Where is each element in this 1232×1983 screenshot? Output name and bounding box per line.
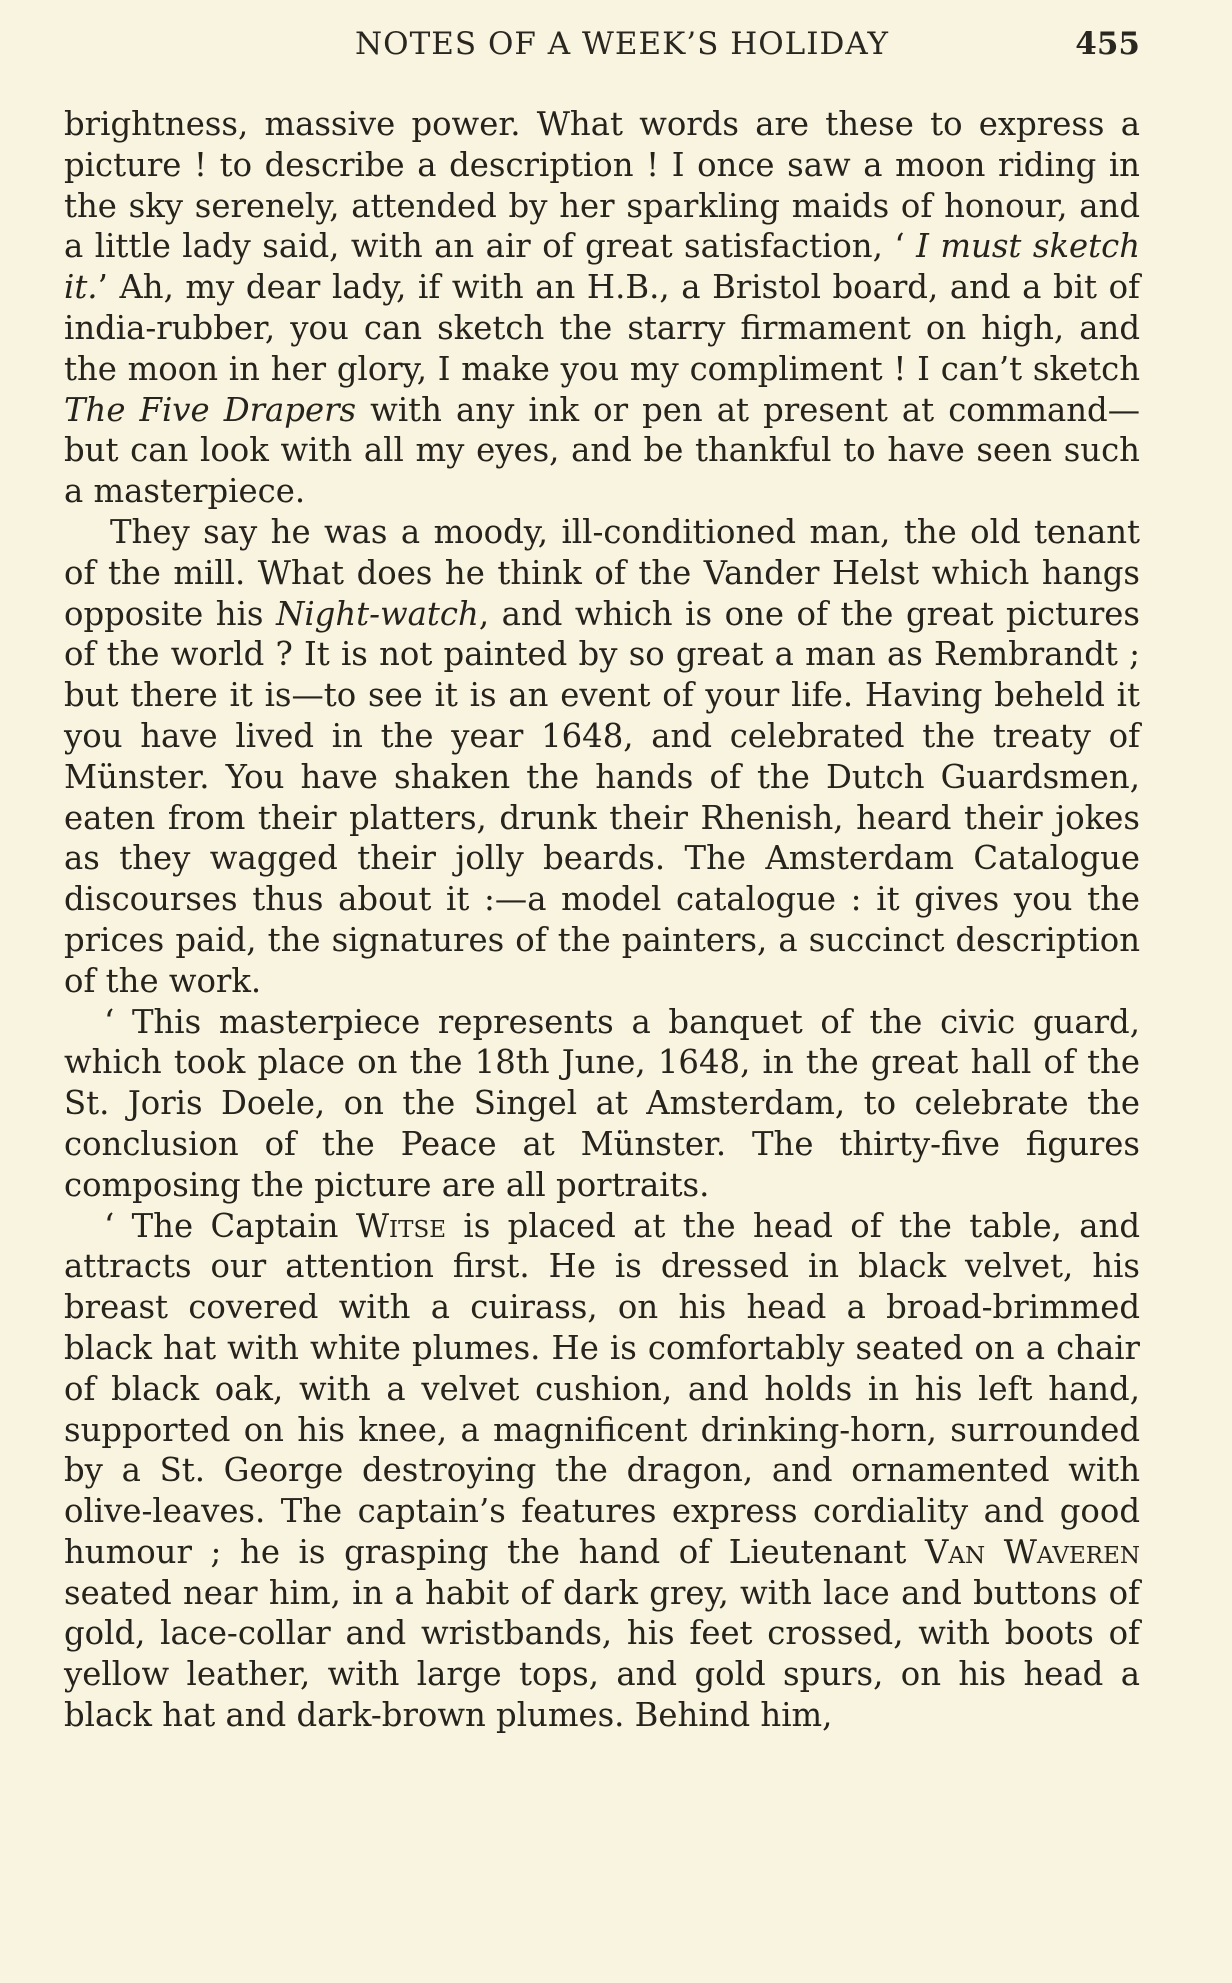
paragraph-4: [64, 1206, 1140, 1736]
page-number: 455: [1075, 26, 1140, 62]
paragraph-1-text-a: brightness, massive power. What words are these to express a picture ! to describe a description ! I once saw a moon riding in the sky serenely, attended by her sparkling maids of honour, and a little lady said, with an air of great satisfaction, ‘: [64, 105, 1140, 266]
running-title: NOTES OF A WEEK’S HOLIDAY: [355, 26, 889, 62]
paragraph-1-text-c: ’ Ah, my dear lady, if with an H.B., a Bristol board, and a bit of india-rubber, you can sketch the starry firmament on high, and the moon in her glory, I make you my compliment ! I can’t sketch: [64, 268, 1140, 388]
paragraph-1-text-e: with any ink or pen at present at command—but can look with all my eyes, and be thankful to have seen such a masterpiece.: [64, 390, 1141, 511]
paragraph-4-smallcaps-van-waveren: Van Waveren: [925, 1532, 1140, 1571]
paragraph-1-italic-quote: I must sketch it.: [64, 227, 1140, 307]
paragraph-4-text-c: is placed at the head of the table, and attracts our attention first. He is dressed in black velvet, his breast covered with a cuirass, on his head a broad-brimmed black hat with white plumes. He is comfortably seated on a chair of black oak, with a velvet cushion, and holds in his left hand, supported on his knee, a magnificent drinking-horn, surrounded by a St. George destroying the dragon, and ornamented with olive-leaves. The captain’s features express cordiality and good humour ; he is grasping the hand of Lieutenant: [64, 1206, 1140, 1571]
paragraph-2-italic-title: Night-watch: [276, 594, 479, 633]
paragraph-2-text-c: , and which is one of the great pictures of the world ? It is not painted by so great a man as Rembrandt ; but there it is—to see it is an event of your life. Having beheld it you have lived in the year 1648, and celebrated the treaty of Münster. You have shaken the hands of the Dutch Guardsmen, eaten from their platters, drunk their Rhenish, heard their jokes as they wagged their jolly beards. The Amsterdam Catalogue discourses thus about it :—a model catalogue : it gives you the prices paid, the signatures of the painters, a succinct description of the work.: [64, 594, 1140, 1000]
paragraph-3-text: ‘ This masterpiece represents a banquet of the civic guard, which took place on the 18th June, 1648, in the great hall of the St. Joris Doele, on the Singel at Amsterdam, to celebrate the conclusion of the Peace at Münster. The thirty-five figures composing the picture are all portraits.: [64, 1002, 1140, 1204]
body-text: [64, 104, 1140, 1736]
paragraph-4-text-e: seated near him, in a habit of dark grey, with lace and buttons of gold, lace-collar and wristbands, his feet crossed, with boots of yellow leather, with large tops, and gold spurs, on his head a black hat and dark-brown plumes. Behind him,: [64, 1573, 1140, 1735]
paragraph-3: [64, 1002, 1140, 1206]
paragraph-4-smallcaps-witse: Witse: [355, 1206, 447, 1245]
paragraph-1-italic-title: The Five Drapers: [64, 390, 357, 429]
paragraph-2-text-a: They say he was a moody, ill-conditioned man, the old tenant of the mill. What does he think of the Vander Helst which hangs opposite his: [64, 512, 1140, 633]
page-header: [64, 26, 1140, 70]
paragraph-4-text-a: ‘ The Captain: [104, 1206, 356, 1245]
paragraph-2: [64, 512, 1140, 1002]
paragraph-1: [64, 104, 1140, 512]
